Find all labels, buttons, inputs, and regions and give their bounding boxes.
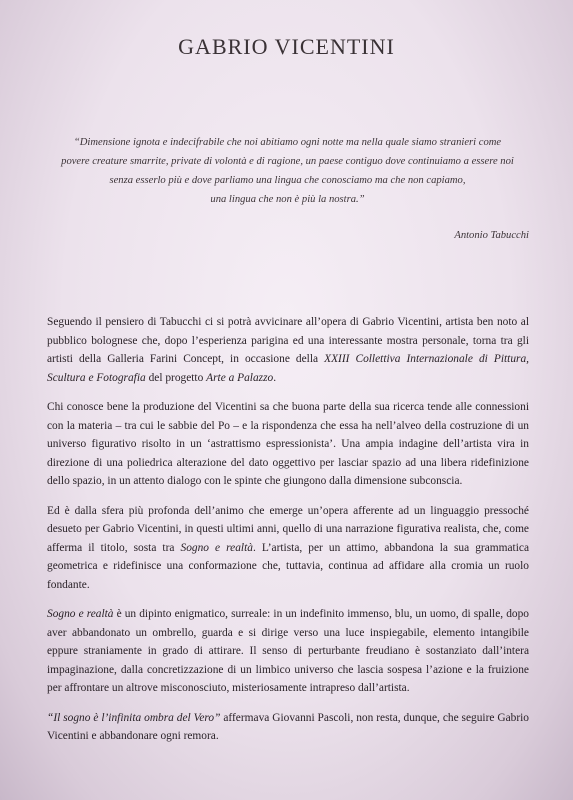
artwork-title: Sogno e realtà [180, 541, 253, 554]
page-title: GABRIO VICENTINI [178, 34, 395, 59]
quote-line: povere creature smarrite, private di volontà e di ragione, un paese contiguo dove continuiamo a essere noi [61, 156, 514, 167]
paragraph-3 [47, 502, 529, 595]
paragraph-2: Chi conosce bene la produzione del Vicentini sa che buona parte della sua ricerca tende alle connessioni con la materia – tra cui le sabbie del Po – e la rispondenza che essa ha nell’alveo della costruzione di un universo figurativo risolto in un ‘astrattismo espressionista’. Una ampia indagine dell’artista vira in direzione di una poliedrica alterazione del dato oggettivo per lasciar spazio ad una libera ridefinizione dello spazio, in un attento dialogo con le spinte che giungono dalla dimensione subconscia. [47, 401, 529, 487]
quote-line: “Dimensione ignota e indecifrabile che noi abitiamo ogni notte ma nella quale siamo stranieri come [73, 137, 502, 148]
paragraph-text: . L’artista, per un attimo, abbandona la sua grammatica geometrica e ridefinisce una conformazione che, tuttavia, continua ad affidare alla cromia un ruolo fondante. [47, 541, 529, 591]
epigraph-quote [40, 133, 535, 209]
paragraph-4 [47, 605, 529, 698]
quote-author: Antonio Tabucchi [454, 230, 529, 241]
quote-line: una lingua che non è più la nostra.” [210, 194, 365, 205]
exhibition-title: XXIII Collettiva Internazionale di Pittura, Scultura e Fotografia [47, 353, 529, 384]
project-title: Arte a Palazzo [206, 371, 274, 384]
body-text [47, 313, 529, 757]
paragraph-text: Ed è dalla sfera più profonda dell’animo che emerge un’opera afferente ad un linguaggio pressoché desueto per Gabrio Vicentini, in questi ultimi anni, quello di una narrazione figurativa realista, che, come afferma il titolo, sosta tra [47, 504, 529, 554]
paragraph-text: affermava Giovanni Pascoli, non resta, dunque, che seguire Gabrio Vicentini e abbandonare ogni remora. [47, 711, 530, 742]
paragraph-1 [47, 313, 529, 387]
paragraph-text: . [273, 371, 277, 384]
pascoli-quote: “Il sogno è l’infinita ombra del Vero” [47, 711, 221, 724]
artwork-title: Sogno e realtà [47, 608, 114, 620]
paragraph-text: Seguendo il pensiero di Tabucchi ci si potrà avvicinare all’opera di Gabrio Vicentini, artista ben noto al pubblico bolognese che, dopo l’esperienza parigina ed una interessante mostra personale, torna tra gli artisti della Galleria Farini Concept, in occasione della [47, 316, 529, 365]
paragraph-5 [47, 709, 529, 746]
paragraph-text: del progetto [145, 371, 207, 384]
paragraph-text: è un dipinto enigmatico, surreale: in un indefinito immenso, blu, un uomo, di spalle, dopo aver abbandonato un ombrello, guarda e si dirige verso una luce inspiegabile, elemento intangibile eppure straniamente in grado di attirare. Il senso di perturbante freudiano è sostanziato dall’intera impaginazione, dalla concretizzazione di un limbico universo che lascia sospesa l’azione e la fruizione per affrontare un altrove misconosciuto, misteriosamente intrapreso dall’artista. [47, 608, 529, 694]
quote-line: senza esserlo più e dove parliamo una lingua che conosciamo ma che non capiamo, [109, 175, 466, 186]
